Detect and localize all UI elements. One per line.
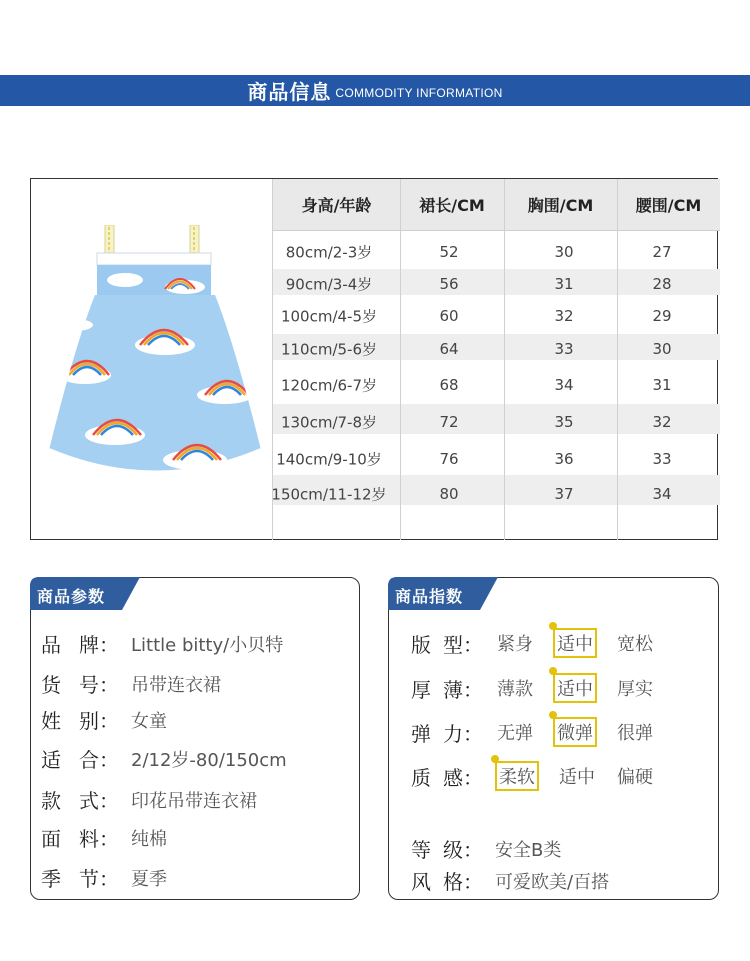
index-extra-row — [411, 866, 609, 895]
param-row — [41, 744, 287, 773]
header-chest: 胸围/CM — [504, 179, 617, 231]
size-table-box — [30, 178, 718, 540]
size-value: 34 — [652, 485, 672, 503]
size-value: 56 — [439, 275, 459, 293]
param-label: 面 料： — [41, 827, 119, 851]
size-value: 30 — [554, 243, 574, 261]
index-extra-label: 风 格： — [411, 870, 483, 894]
size-label: 110cm/5-6岁 — [280, 340, 378, 359]
size-value: 32 — [554, 307, 574, 325]
size-label: 130cm/7-8岁 — [280, 413, 378, 432]
size-label: 100cm/4-5岁 — [280, 307, 378, 326]
header-waist: 腰围/CM — [617, 179, 720, 231]
index-row — [411, 761, 673, 791]
index-option: 厚实 — [617, 679, 653, 700]
param-label: 姓 别： — [41, 709, 119, 733]
index-option-selected: 柔软 — [495, 761, 539, 791]
size-label: 90cm/3-4岁 — [285, 275, 373, 294]
banner-subtitle: COMMODITY INFORMATION — [335, 85, 503, 100]
param-value: 女童 — [131, 710, 167, 732]
param-value: 2/12岁-80/150cm — [131, 749, 287, 771]
size-value: 27 — [652, 243, 672, 261]
index-option: 紧身 — [497, 634, 533, 655]
index-option: 适中 — [559, 767, 595, 788]
index-option: 宽松 — [617, 634, 653, 655]
param-row — [41, 669, 221, 698]
index-extra-row — [411, 834, 561, 863]
dress-image — [45, 225, 265, 495]
param-row — [41, 785, 257, 814]
index-label: 厚 薄： — [411, 677, 483, 702]
index-option-selected: 适中 — [553, 673, 597, 703]
size-label: 120cm/6-7岁 — [280, 376, 378, 395]
size-value: 35 — [554, 413, 574, 431]
index-extra-value: 可爱欧美/百搭 — [495, 871, 610, 893]
param-row — [41, 705, 167, 734]
param-row — [41, 863, 167, 892]
index-row — [411, 717, 673, 747]
size-value: 30 — [652, 340, 672, 358]
index-option: 无弹 — [497, 723, 533, 744]
size-value: 34 — [554, 376, 574, 394]
param-row — [41, 823, 167, 852]
size-value: 33 — [554, 340, 574, 358]
index-extra-value: 安全B类 — [495, 839, 562, 861]
size-value: 32 — [652, 413, 672, 431]
size-value: 68 — [439, 376, 459, 394]
selected-dot-icon — [549, 622, 557, 630]
size-value: 60 — [439, 307, 459, 325]
index-option: 偏硬 — [617, 767, 653, 788]
size-value: 72 — [439, 413, 459, 431]
size-value: 31 — [652, 376, 672, 394]
size-value: 31 — [554, 275, 574, 293]
size-value: 76 — [439, 450, 459, 468]
index-row — [411, 673, 673, 703]
param-value: 吊带连衣裙 — [131, 674, 221, 696]
selected-dot-icon — [549, 667, 557, 675]
params-title: 商品参数 — [37, 587, 106, 606]
index-label: 弹 力： — [411, 721, 483, 746]
param-label: 季 节： — [41, 867, 119, 891]
params-panel — [30, 577, 360, 900]
param-label: 适 合： — [41, 748, 119, 772]
param-label: 款 式： — [41, 789, 119, 813]
index-option-selected: 适中 — [553, 628, 597, 658]
param-value: 印花吊带连衣裙 — [131, 790, 257, 812]
banner-title: 商品信息 — [247, 80, 332, 104]
size-label: 150cm/11-12岁 — [271, 485, 387, 504]
size-value: 36 — [554, 450, 574, 468]
size-label: 140cm/9-10岁 — [276, 450, 382, 469]
param-value: 夏季 — [131, 868, 167, 890]
size-label: 80cm/2-3岁 — [285, 243, 373, 262]
header-height-age: 身高/年龄 — [273, 179, 400, 231]
size-value: 52 — [439, 243, 459, 261]
index-extra-label: 等 级： — [411, 838, 483, 862]
param-value: 纯棉 — [131, 828, 167, 850]
index-row — [411, 628, 673, 658]
section-banner — [0, 75, 750, 106]
size-value: 28 — [652, 275, 672, 293]
size-value: 64 — [439, 340, 459, 358]
selected-dot-icon — [491, 755, 499, 763]
index-label: 质 感： — [411, 765, 483, 790]
size-value: 80 — [439, 485, 459, 503]
index-option: 很弹 — [617, 723, 653, 744]
size-table — [272, 179, 720, 540]
param-label: 品 牌： — [41, 633, 119, 657]
param-label: 货 号： — [41, 673, 119, 697]
size-value: 33 — [652, 450, 672, 468]
indices-title: 商品指数 — [395, 587, 464, 606]
index-option: 薄款 — [497, 679, 533, 700]
size-value: 29 — [652, 307, 672, 325]
selected-dot-icon — [549, 711, 557, 719]
header-length: 裙长/CM — [400, 179, 504, 231]
index-label: 版 型： — [411, 632, 483, 657]
indices-panel — [388, 577, 719, 900]
index-option-selected: 微弹 — [553, 717, 597, 747]
param-value: Little bitty/小贝特 — [131, 634, 284, 656]
param-row — [41, 629, 283, 658]
size-value: 37 — [554, 485, 574, 503]
